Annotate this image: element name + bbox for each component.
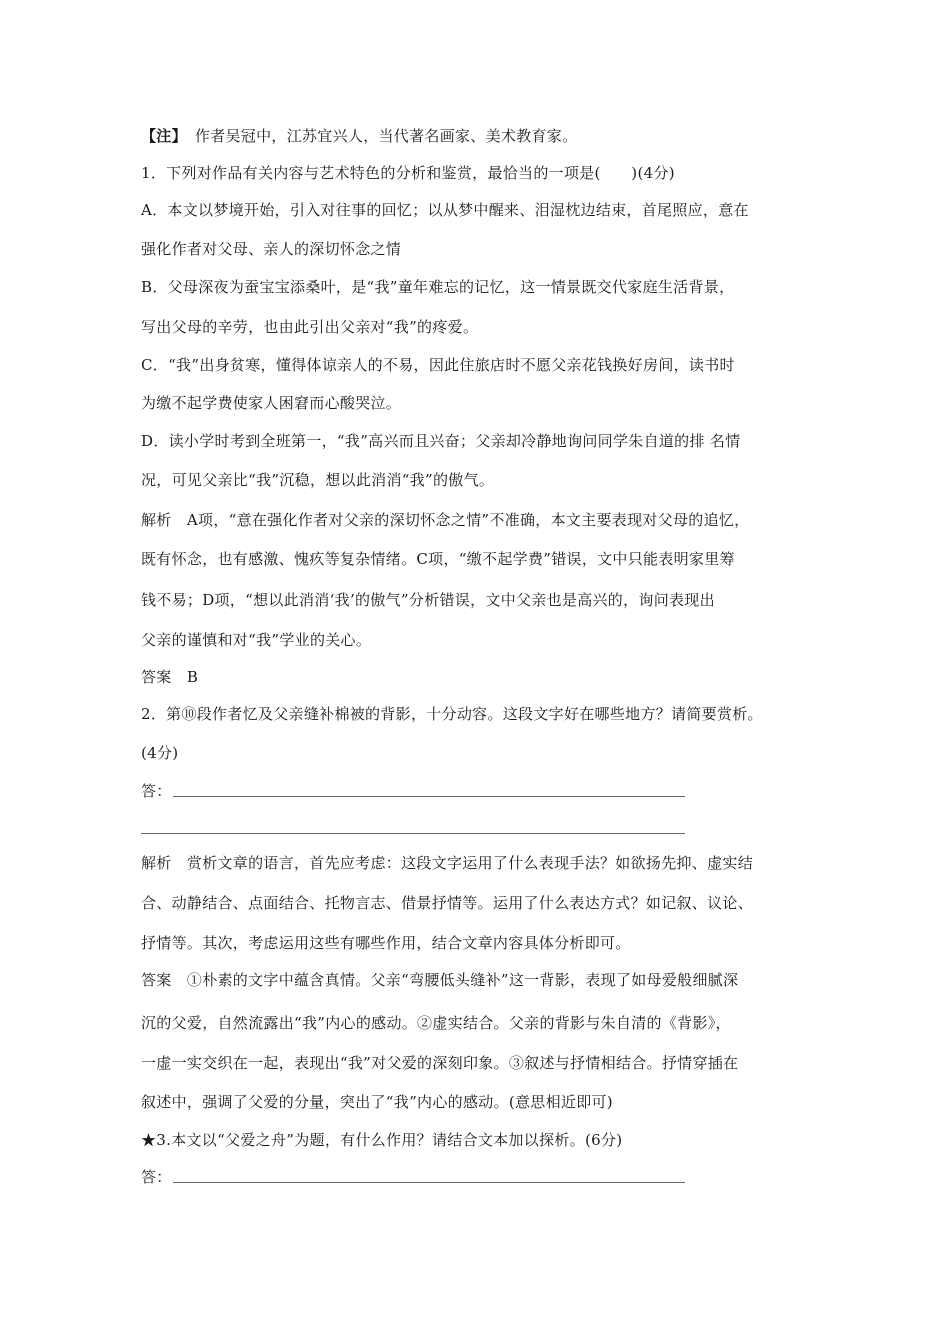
q1-option-a-line1: A．本文以梦境开始，引入对往事的回忆；以从梦中醒来、泪湿枕边结束，首尾照应，意在 xyxy=(141,201,749,219)
q1-option-d-line1: D．读小学时考到全班第一，“我”高兴而且兴奋；父亲却冷静地询问同学朱自道的排 名情 xyxy=(141,432,741,450)
q2-answer-blank-line1[interactable] xyxy=(173,796,685,797)
q1-option-c-line2: 为缴不起学费使家人困窘而心酸哭泣。 xyxy=(141,394,402,412)
q2-answer-blank-line2[interactable] xyxy=(141,833,685,834)
q1-analysis-line2: 既有怀念，也有感激、愧疚等复杂情绪。C项，“缴不起学费”错误，文中只能表明家里筹 xyxy=(141,550,735,568)
note-label: 【注】 xyxy=(141,127,187,145)
q3-answer-label: 答： xyxy=(141,1168,172,1186)
q3-stem: ★3.本文以“父爱之舟”为题，有什么作用？请结合文本加以探析。(6分) xyxy=(141,1131,623,1149)
q1-option-b-line2: 写出父母的辛劳，也由此引出父亲对“我”的疼爱。 xyxy=(141,318,479,336)
q2-analysis-line1: 解析 赏析文章的语言，首先应考虑：这段文字运用了什么表现手法？如欲扬先抑、虚实结 xyxy=(141,854,754,872)
q1-option-b-line1: B．父母深夜为蚕宝宝添桑叶，是“我”童年难忘的记忆，这一情景既交代家庭生活背景， xyxy=(141,278,735,296)
q2-stem-line2: (4分) xyxy=(141,744,179,762)
note-text: 作者吴冠中，江苏宜兴人，当代著名画家、美术教育家。 xyxy=(194,127,578,145)
q1-analysis-line4: 父亲的谨慎和对“我”学业的关心。 xyxy=(141,631,372,649)
q2-stem-line1: 2．第⑩段作者忆及父亲缝补棉被的背影，十分动容。这段文字好在哪些地方？请简要赏析。 xyxy=(141,705,763,723)
q2-answer-line1: 答案 ①朴素的文字中蕴含真情。父亲“弯腰低头缝补”这一背影，表现了如母爱般细腻深 xyxy=(141,971,739,989)
q1-stem: 1．下列对作品有关内容与艺术特色的分析和鉴赏，最恰当的一项是( )(4分) xyxy=(141,164,675,182)
q3-answer-blank-line1[interactable] xyxy=(173,1182,685,1183)
q1-analysis-line1: 解析 A项，“意在强化作者对父亲的深切怀念之情”不准确，本文主要表现对父母的追忆， xyxy=(141,511,750,529)
q1-analysis-line3: 钱不易；D项，“想以此消消‘我’的傲气”分析错误，文中父亲也是高兴的，询问表现出 xyxy=(141,591,715,609)
q2-analysis-line3: 抒情等。其次，考虑运用这些有哪些作用，结合文章内容具体分析即可。 xyxy=(141,934,631,952)
q2-answer-label: 答： xyxy=(141,782,172,800)
q2-answer-line2: 沉的父爱，自然流露出“我”内心的感动。②虚实结合。父亲的背影与朱自清的《背影》， xyxy=(141,1014,731,1032)
q1-option-a-line2: 强化作者对父母、亲人的深切怀念之情 xyxy=(141,240,402,258)
q2-answer-line4: 叙述中，强调了父爱的分量，突出了“我”内心的感动。(意思相近即可) xyxy=(141,1093,613,1111)
q1-option-d-line2: 况，可见父亲比“我”沉稳，想以此消消“我”的傲气。 xyxy=(141,471,495,489)
q1-option-c-line1: C．“我”出身贫寒，懂得体谅亲人的不易，因此住旅店时不愿父亲花钱换好房间，读书时 xyxy=(141,356,735,374)
q2-analysis-line2: 合、动静结合、点面结合、托物言志、借景抒情等。运用了什么表达方式？如记叙、议论、 xyxy=(141,894,754,912)
q2-answer-line3: 一虚一实交织在一起，表现出“我”对父爱的深刻印象。③叙述与抒情相结合。抒情穿插在 xyxy=(141,1054,739,1072)
note-line xyxy=(141,126,577,146)
q1-answer: 答案 B xyxy=(141,668,199,686)
